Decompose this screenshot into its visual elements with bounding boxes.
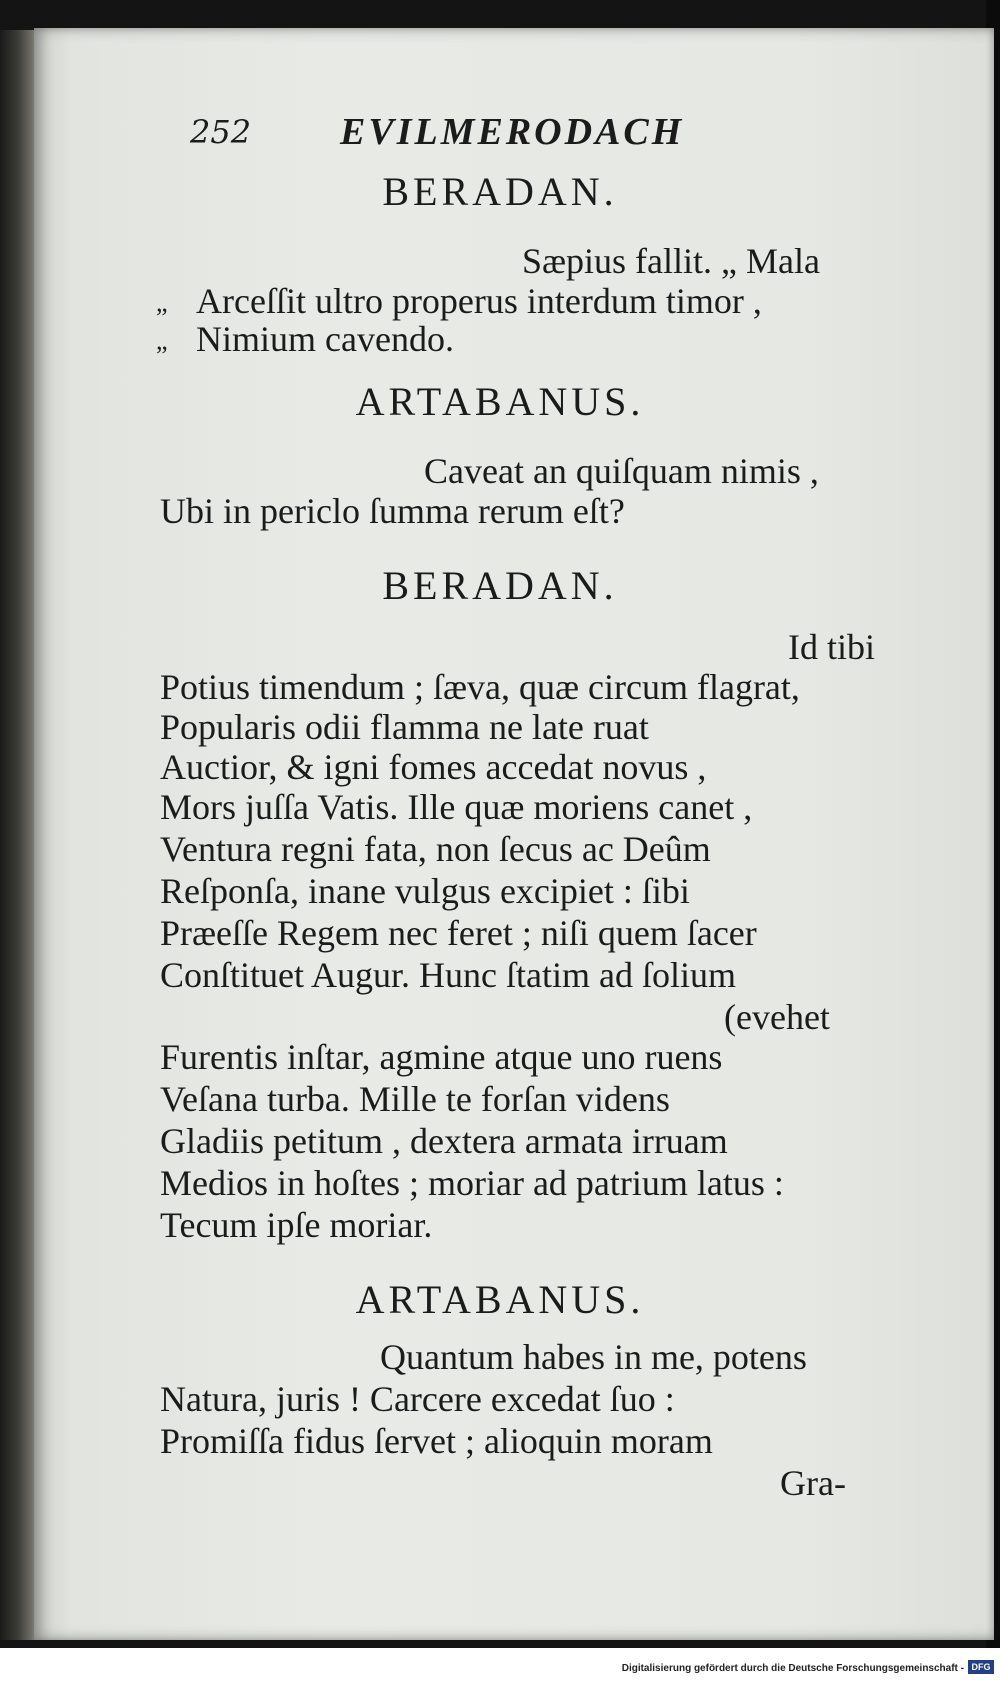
- quote-mark: „: [156, 288, 168, 317]
- verse-line: Gladiis petitum , dextera armata irruam: [160, 1121, 728, 1161]
- verse-line: Furentis inſtar, agmine atque uno ruens: [160, 1037, 723, 1077]
- dfg-logo: DFG: [968, 1660, 994, 1674]
- verse-line: Potius timendum ; ſæva, quæ circum flagrat,: [160, 667, 800, 707]
- verse-line: Nimium cavendo.: [196, 319, 454, 359]
- verse-line: Caveat an quiſquam nimis ,: [424, 451, 819, 491]
- verse-line: Tecum ipſe moriar.: [160, 1205, 433, 1245]
- speaker-heading: BERADAN.: [382, 169, 618, 214]
- verse-line: Popularis odii flamma ne late ruat: [160, 707, 649, 747]
- verse-line: Conſtituet Augur. Hunc ſtatim ad ſolium: [160, 955, 736, 995]
- verse-line: Auctior, & igni fomes accedat novus ,: [160, 747, 707, 787]
- verse-line: Promiſſa fidus ſervet ; alioquin moram: [160, 1421, 713, 1461]
- speaker-heading: ARTABANUS.: [355, 379, 645, 424]
- verse-line: Ubi in periclo ſumma rerum eſt?: [160, 491, 625, 531]
- speaker-heading: BERADAN.: [382, 563, 618, 608]
- book-spine-shadow: [0, 30, 38, 1640]
- verse-line: Id tibi: [788, 627, 875, 667]
- verse-line: Medios in hoſtes ; moriar ad patrium latus :: [160, 1163, 784, 1203]
- verse-line: Veſana turba. Mille te forſan videns: [160, 1079, 670, 1119]
- verse-line: Præeſſe Regem nec feret ; niſi quem ſacer: [160, 913, 757, 953]
- speaker-heading: ARTABANUS.: [355, 1277, 645, 1322]
- page-number: 252: [190, 113, 252, 151]
- verse-line: Arceſſit ultro properus interdum timor ,: [196, 281, 762, 321]
- catchword: Gra-: [780, 1463, 846, 1503]
- verse-line: Ventura regni fata, non ſecus ac Deûm: [160, 829, 711, 869]
- verse-line: (evehet: [724, 997, 830, 1037]
- verse-line: Sæpius fallit. „ Mala: [522, 241, 820, 281]
- verse-line: Reſponſa, inane vulgus excipiet : ſibi: [160, 871, 690, 911]
- verse-line: Quantum habes in me, potens: [380, 1337, 807, 1377]
- quote-mark: „: [156, 326, 168, 355]
- running-title: EVILMERODACH: [340, 111, 685, 153]
- funding-credit: Digitalisierung gefördert durch die Deutsche Forschungsgemeinschaft -: [621, 1663, 964, 1674]
- verse-line: Natura, juris ! Carcere excedat ſuo :: [160, 1379, 675, 1419]
- verse-line: Mors juſſa Vatis. Ille quæ moriens canet ,: [160, 787, 753, 827]
